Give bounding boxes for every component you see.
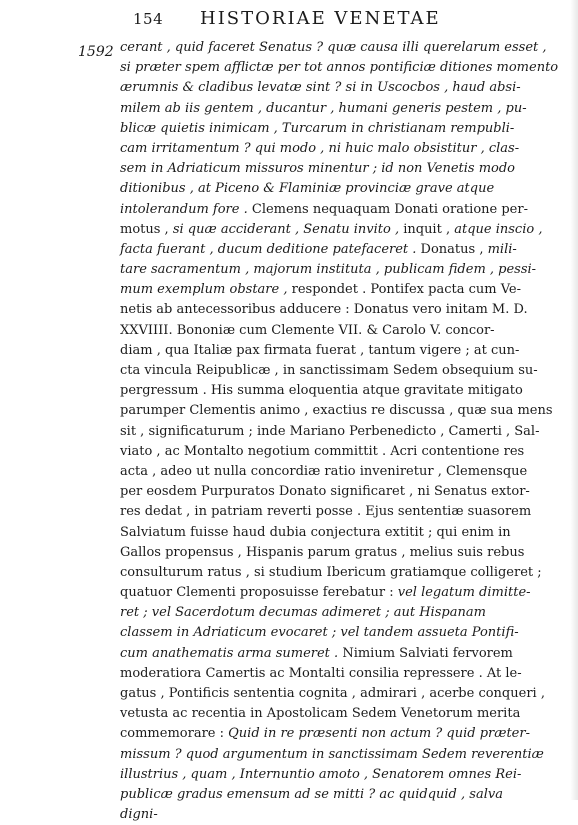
text-line xyxy=(120,119,560,139)
text-line xyxy=(120,724,560,744)
roman-segment: acta , adeo ut nulla concordiæ ratio inveniretur , Clemensque xyxy=(120,463,528,479)
text-line xyxy=(120,523,560,543)
roman-segment: commemorare : xyxy=(120,726,229,742)
text-line xyxy=(120,361,560,381)
running-title: HISTORIAE VENETAE xyxy=(200,8,441,29)
text-line xyxy=(120,38,560,58)
text-line xyxy=(120,442,560,462)
roman-segment: diam , qua Italiæ pax firmata fuerat , tantum vigere ; at cun- xyxy=(120,342,520,358)
italic-segment: cum anathematis arma sumeret . xyxy=(120,645,339,661)
text-line xyxy=(120,765,560,785)
page-edge-shadow xyxy=(570,0,578,800)
text-line xyxy=(120,805,560,825)
roman-segment: sit , significaturum ; inde Mariano Perbenedicto , Camerti , Sal- xyxy=(120,423,540,439)
text-line xyxy=(120,220,560,240)
text-line xyxy=(120,502,560,522)
roman-segment: Donatus , xyxy=(416,241,488,257)
italic-segment: mili- xyxy=(487,241,517,257)
text-line xyxy=(120,644,560,664)
text-line xyxy=(120,200,560,220)
roman-segment: pergressum . His summa eloquentia atque gravitate mitigato xyxy=(120,383,523,399)
roman-segment: XXVIIII. Bononiæ cum Clemente VII. & Carolo V. concor- xyxy=(120,322,495,338)
roman-segment: consulturum ratus , si studium Ibericum gratiamque colligeret ; xyxy=(120,564,542,580)
text-line xyxy=(120,179,560,199)
text-line xyxy=(120,785,560,805)
roman-segment: motus , xyxy=(120,221,173,237)
italic-segment: blicæ quietis inimicam , Turcarum in christianam rempubli- xyxy=(120,120,515,136)
italic-segment: mum exemplum obstare , xyxy=(120,282,288,298)
italic-segment: digni- xyxy=(120,807,158,823)
italic-segment: atque inscio , xyxy=(454,221,543,237)
text-line xyxy=(120,321,560,341)
body-text xyxy=(120,38,560,825)
roman-segment: moderatiora Camertis ac Montalti consilia repressere . At le- xyxy=(120,665,522,681)
text-line xyxy=(120,280,560,300)
roman-segment: Salviatum fuisse haud dubia conjectura extitit ; qui enim in xyxy=(120,524,511,540)
roman-segment: cta vincula Reipublicæ , in sanctissimam Sedem obsequium su- xyxy=(120,363,538,378)
roman-segment: per eosdem Purpuratos Donato significaret , ni Senatus extor- xyxy=(120,484,530,500)
italic-segment: facta fuerant , ducum deditione patefaceret . xyxy=(120,241,417,257)
italic-segment: intolerandum fore . xyxy=(120,201,248,217)
text-line xyxy=(120,240,560,260)
italic-segment: missum ? quod argumentum in sanctissimam Sedem reverentiæ xyxy=(120,746,544,762)
text-line xyxy=(120,260,560,280)
text-line xyxy=(120,664,560,684)
text-line xyxy=(120,58,560,78)
italic-segment: si quæ acciderant , Senatu invito , xyxy=(172,221,400,237)
italic-segment: illustrius , quam , Internuntio amoto , Senatorem omnes Rei- xyxy=(120,766,522,782)
roman-segment: gatus , Pontificis sententia cognita , admirari , acerbe conqueri , xyxy=(120,686,545,701)
italic-segment: tare sacramentum , majorum instituta , publicam fidem , pessi- xyxy=(120,262,537,278)
italic-segment: publicæ gradus emensum ad se mitti ? ac quidquid , salva xyxy=(120,786,503,802)
italic-segment: si præter spem afflictæ per tot annos pontificiæ ditiones momento xyxy=(120,60,559,76)
roman-segment: res dedat , in patriam reverti posse . Ejus sententiæ suasorem xyxy=(120,504,532,520)
italic-segment: sem in Adriaticum missuros minentur ; id non Venetis modo xyxy=(120,161,515,177)
text-line xyxy=(120,159,560,179)
text-line xyxy=(120,704,560,724)
italic-segment: ret ; vel Sacerdotum decumas adimeret ; aut Hispanam xyxy=(120,605,486,621)
text-line xyxy=(120,341,560,361)
roman-segment: quatuor Clementi proposuisse ferebatur : xyxy=(120,585,398,601)
roman-segment: viato , ac Montalto negotium committit . Acri contentione res xyxy=(120,443,525,459)
text-line xyxy=(120,623,560,643)
roman-segment: Gallos propensus , Hispanis parum gratus , melius suis rebus xyxy=(120,544,525,560)
roman-segment: respondet . Pontifex pacta cum Ve- xyxy=(287,282,521,298)
text-line xyxy=(120,583,560,603)
roman-segment: vetusta ac recentia in Apostolicam Sedem Venetorum merita xyxy=(120,706,521,722)
italic-segment: ærumnis & cladibus levatæ sint ? si in Uscocbos , haud absi- xyxy=(120,80,521,96)
italic-segment: ditionibus , at Piceno & Flaminiæ provinciæ grave atque xyxy=(120,181,495,197)
text-line xyxy=(120,543,560,563)
roman-segment: netis ab antecessoribus adducere : Donatus vero initam M. D. xyxy=(120,302,528,318)
text-line xyxy=(120,462,560,482)
italic-segment: cam irritamentum ? qui modo , ni huic malo obsistitur , clas- xyxy=(120,140,520,156)
text-line xyxy=(120,684,560,704)
text-line xyxy=(120,745,560,765)
text-line xyxy=(120,99,560,119)
italic-segment: milem ab iis gentem , ducantur , humani generis pestem , pu- xyxy=(120,100,527,116)
page-number: 154 xyxy=(133,10,164,28)
text-line xyxy=(120,139,560,159)
text-line xyxy=(120,401,560,421)
text-line xyxy=(120,422,560,442)
margin-year: 1592 xyxy=(78,44,114,60)
text-line xyxy=(120,482,560,502)
italic-segment: cerant , quid faceret Senatus ? quæ causa illi querelarum esset , xyxy=(120,40,547,55)
text-line xyxy=(120,603,560,623)
text-line xyxy=(120,300,560,320)
roman-segment: Clemens nequaquam Donati oratione per- xyxy=(247,201,528,217)
roman-segment: Nimium Salviati fervorem xyxy=(338,645,513,661)
roman-segment: inquit , xyxy=(399,221,455,237)
italic-segment: classem in Adriaticum evocaret ; vel tandem assueta Pontifi- xyxy=(120,625,519,641)
italic-segment: Quid in re præsenti non actum ? quid præter- xyxy=(228,726,530,742)
text-line xyxy=(120,78,560,98)
text-line xyxy=(120,563,560,583)
roman-segment: parumper Clementis animo , exactius re discussa , quæ sua mens xyxy=(120,403,553,419)
text-line xyxy=(120,381,560,401)
italic-segment: vel legatum dimitte- xyxy=(397,585,531,601)
